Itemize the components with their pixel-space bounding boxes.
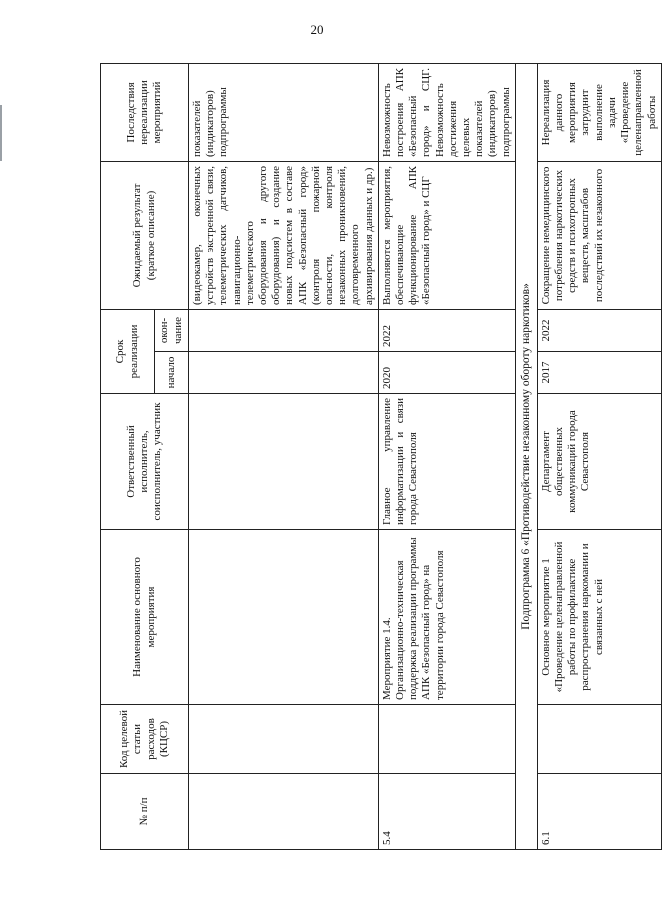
rotated-table-container	[100, 64, 658, 850]
row-result: Выполняются мероприятия, обеспечивающие функционирование АПК «Безопасный город» и СЦГ	[378, 161, 515, 309]
row-end: 2022	[537, 309, 661, 351]
row-consequence: показателей (индикаторов) подпрограммы	[189, 63, 379, 161]
row-responsible: Департамент общественных коммуникаций города Севастополя	[537, 394, 661, 530]
row-name	[189, 530, 379, 705]
row-num	[189, 774, 379, 850]
header-start: начало	[155, 352, 189, 394]
header-responsible: Ответственный исполнитель, соисполнитель, участник	[101, 394, 189, 530]
row-num: 5.4	[378, 774, 515, 850]
row-start	[189, 352, 379, 394]
table-row	[378, 63, 515, 849]
row-consequence: Нереализация данного мероприятия затруднит выполнение задачи «Проведение целенаправленной работы	[537, 63, 661, 161]
header-period: Срок реализации	[101, 309, 155, 393]
row-consequence: Невозможность построения АПК «Безопасный город» и СЦГ. Невозможность достижения целевых показателей (индикаторов) подпрограммы	[378, 63, 515, 161]
table-row	[189, 63, 379, 849]
header-num: № п/п	[101, 774, 189, 850]
table-row	[537, 63, 661, 849]
row-result: Сокращение немедицинского потребления наркотических средств и психотропных веществ, масштабов последствий их незаконного	[537, 161, 661, 309]
row-name: Основное мероприятие 1 «Проведение целенаправленной работы по профилактике распространения наркомании и связанных с ней	[537, 530, 661, 705]
table-row	[515, 63, 537, 849]
row-num: 6.1	[537, 774, 661, 850]
row-end	[189, 309, 379, 351]
header-end: окон-чание	[155, 309, 189, 351]
row-name: Мероприятие 1.4. Организационно-техническая поддержка реализации программы АПК «Безопасный город» на территории города Севастополя	[378, 530, 515, 705]
page-number: 20	[310, 22, 324, 37]
row-responsible: Главное управление информатизации и связи города Севастополя	[378, 394, 515, 530]
row-end: 2022	[378, 309, 515, 351]
row-kcsr	[189, 705, 379, 774]
header-result: Ожидаемый результат (краткое описание)	[101, 161, 189, 309]
row-result: (видеокамер, оконечных устройств экстренной связи, телеметрических датчиков, навигационно-телеметрического оборудования и другого оборудования) и создание новых подсистем в составе АПК «Безопасный город» (контроля пожарной опасности, контроля незаконных проникновений, долговременного архивирования данных и др.)	[189, 161, 379, 309]
row-kcsr	[378, 705, 515, 774]
row-responsible	[189, 394, 379, 530]
row-start: 2017	[537, 352, 661, 394]
row-start: 2020	[378, 352, 515, 394]
subprogram-title: Подпрограмма 6 «Противодействие незаконному обороту наркотиков»	[515, 63, 537, 849]
header-consequence: Последствия нереализации мероприятий	[101, 63, 189, 161]
activities-table	[100, 63, 662, 850]
scan-artifact-mark	[0, 105, 2, 161]
header-name: Наименование основного мероприятия	[101, 530, 189, 705]
header-kcsr: Код целевой статьи расходов (КЦСР)	[101, 705, 189, 774]
row-kcsr	[537, 705, 661, 774]
